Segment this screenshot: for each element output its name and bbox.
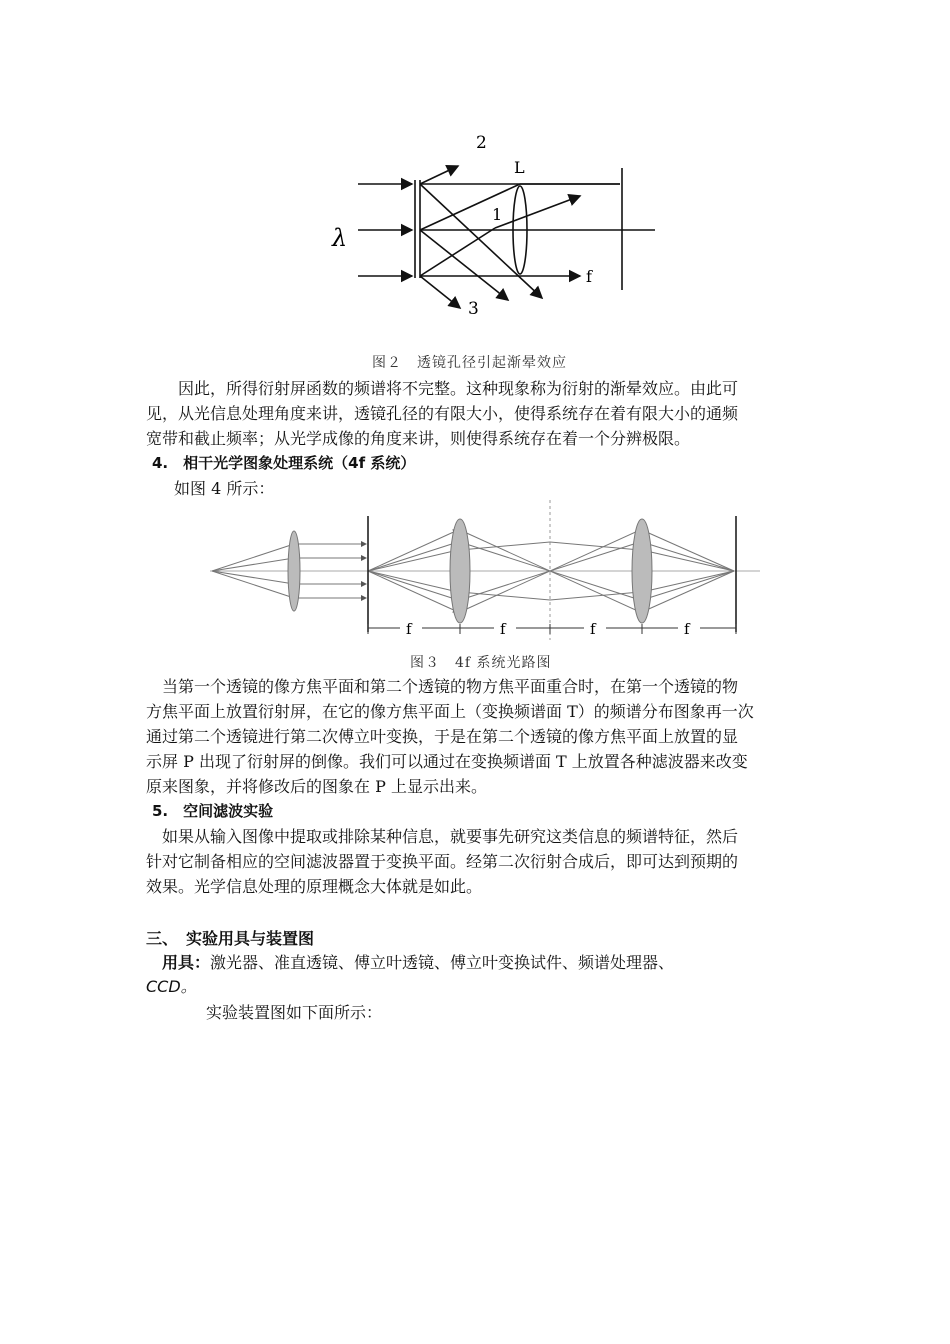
figure-3-4f-diagram [200,500,770,650]
equipment-label: 用具： [162,953,211,972]
section-heading-equipment: 三、 实验用具与装置图 [146,929,315,948]
figure-3-f-label: f [406,620,412,638]
intro-figure-4: 如图 4 所示： [174,479,275,498]
figure-2-label-lambda: λ [332,224,348,252]
paragraph-line: 示屏 P 出现了衍射屏的倒像。我们可以通过在变换频谱面 T 上放置各种滤波器来改变 [146,752,748,771]
figure-2-label-f: f [586,267,592,286]
heading-4f-system: 4. 相干光学图象处理系统（4f 系统） [152,454,416,472]
figure-2-label-L: L [514,158,525,177]
figure-3-f-label: f [684,620,690,638]
paragraph-line: 针对它制备相应的空间滤波器置于变换平面。经第二次衍射合成后，即可达到预期的 [146,852,739,871]
paragraph-line: 效果。光学信息处理的原理概念大体就是如此。 [146,877,483,896]
figure-3-f-label: f [590,620,596,638]
paragraph-4f-description [146,674,826,799]
figure-2-vignetting-diagram [320,128,670,328]
paragraph-line: 原来图象，并将修改后的图象在 P 上显示出来。 [146,777,487,796]
figure-2-caption: 图２ 透镜孔径引起渐晕效应 [372,355,567,371]
paragraph-line: 方焦平面上放置衍射屏，在它的像方焦平面上（变换频谱面 T）的频谱分布图象再一次 [146,702,754,721]
figure-3-caption: 图３ 4f 系统光路图 [410,655,552,671]
equipment-items: 激光器、准直透镜、傅立叶透镜、傅立叶变换试件、频谱处理器、 [210,953,675,972]
figure-2-label-3: 3 [468,299,479,319]
figure-2-label-1: 1 [492,205,503,224]
paragraph-line: 通过第二个透镜进行第二次傅立叶变换，于是在第二个透镜的像方焦平面上放置的显 [146,727,739,746]
equipment-list [162,950,832,975]
paragraph-line: 如果从输入图像中提取或排除某种信息，就要事先研究这类信息的频谱特征，然后 [162,827,739,846]
equipment-ccd: CCD。 [146,977,197,996]
paragraph-line: 因此，所得衍射屏函数的频谱将不完整。这种现象称为衍射的渐晕效应。由此可 [178,379,739,398]
setup-intro: 实验装置图如下面所示： [206,1003,383,1022]
paragraph-spatial-filtering [146,824,826,899]
paragraph-vignetting [146,376,826,451]
figure-3-f-label: f [500,620,506,638]
heading-spatial-filtering: 5. 空间滤波实验 [152,802,274,820]
figure-2-label-2: 2 [476,133,487,153]
paragraph-line: 宽带和截止频率；从光学成像的角度来讲，则使得系统存在着一个分辨极限。 [146,429,691,448]
paragraph-line: 见，从光信息处理角度来讲，透镜孔径的有限大小，使得系统存在着有限大小的通频 [146,404,739,423]
paragraph-line: 当第一个透镜的像方焦平面和第二个透镜的物方焦平面重合时，在第一个透镜的物 [162,677,739,696]
